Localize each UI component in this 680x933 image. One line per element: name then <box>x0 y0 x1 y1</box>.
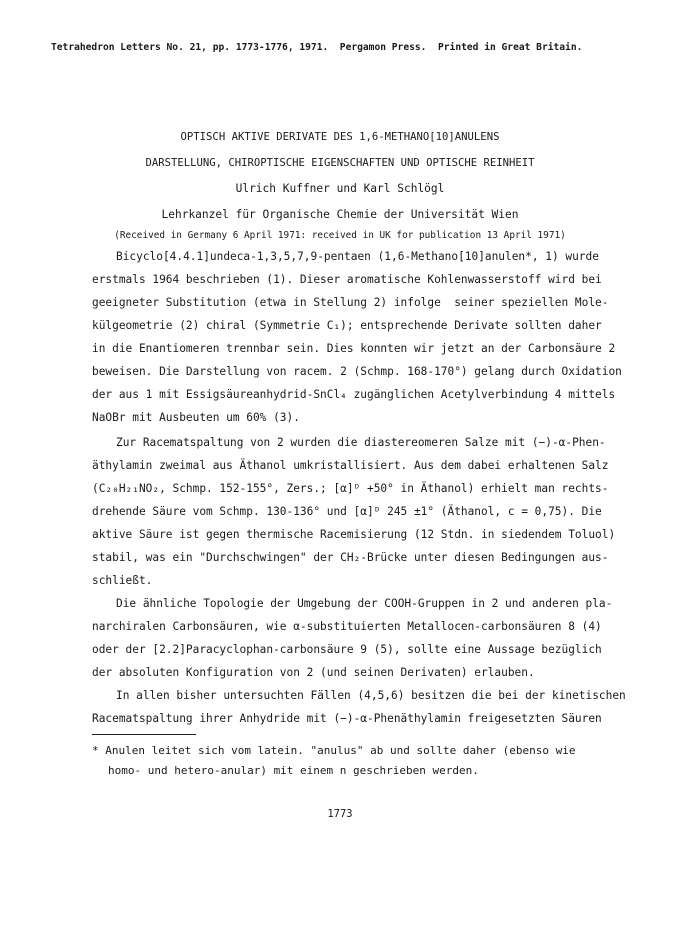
body-line: (C₂₀H₂₁NO₂, Schmp. 152-155°, Zers.; [α]ᴰ +50° in Äthanol) erhielt man rechts- <box>92 482 609 495</box>
body-line: narchiralen Carbonsäuren, wie α-substituierten Metallocen-carbonsäuren 8 (4) <box>92 620 602 633</box>
body-line: külgeometrie (2) chiral (Symmetrie C₁); entsprechende Derivate sollten daher <box>92 319 602 332</box>
body-line: schließt. <box>92 574 153 587</box>
body-line: NaOBr mit Ausbeuten um 60% (3). <box>92 411 300 424</box>
footnote-line-2: homo- und hetero-anular) mit einem n geschrieben werden. <box>108 764 479 777</box>
body-line: der absoluten Konfiguration von 2 (und seinen Derivaten) erlauben. <box>92 666 535 679</box>
body-line: geeigneter Substitution (etwa in Stellung 2) infolge seiner speziellen Mole- <box>92 296 609 309</box>
body-line: Bicyclo[4.4.1]undeca-1,3,5,7,9-pentaen (1,6-Methano[10]anulen*, 1) wurde <box>116 250 599 263</box>
body-line: oder der [2.2]Paracyclophan-carbonsäure 9 (5), sollte eine Aussage bezüglich <box>92 643 602 656</box>
received-dates: (Received in Germany 6 April 1971: received in UK for publication 13 April 1971) <box>114 230 566 241</box>
footnote-divider <box>92 734 196 735</box>
article-title-line-2: DARSTELLUNG, CHIROPTISCHE EIGENSCHAFTEN UND OPTISCHE REINHEIT <box>145 157 535 169</box>
body-line: der aus 1 mit Essigsäureanhydrid-SnCl₄ zugänglichen Acetylverbindung 4 mittels <box>92 388 616 401</box>
body-line: aktive Säure ist gegen thermische Racemisierung (12 Stdn. in siedendem Toluol) <box>92 528 616 541</box>
body-line: In allen bisher untersuchten Fällen (4,5,6) besitzen die bei der kinetischen <box>116 689 626 702</box>
body-line: drehende Säure vom Schmp. 130-136° und [α]ᴰ 245 ±1° (Äthanol, c = 0,75). Die <box>92 505 602 518</box>
page-number: 1773 <box>327 808 353 820</box>
footnote-line-1: * Anulen leitet sich vom latein. "anulus" ab und sollte daher (ebenso wie <box>92 744 576 757</box>
body-line: Racematspaltung ihrer Anhydride mit (−)-α-Phenäthylamin freigesetzten Säuren <box>92 712 602 725</box>
body-line: erstmals 1964 beschrieben (1). Dieser aromatische Kohlenwasserstoff wird bei <box>92 273 602 286</box>
body-line: Zur Racematspaltung von 2 wurden die diastereomeren Salze mit (−)-α-Phen- <box>116 436 606 449</box>
body-line: äthylamin zweimal aus Äthanol umkristallisiert. Aus dem dabei erhaltenen Salz <box>92 459 609 472</box>
body-line: beweisen. Die Darstellung von racem. 2 (Schmp. 168-170°) gelang durch Oxidation <box>92 365 622 378</box>
body-line: Die ähnliche Topologie der Umgebung der COOH-Gruppen in 2 und anderen pla- <box>116 597 613 610</box>
body-line: stabil, was ein "Durchschwingen" der CH₂-Brücke unter diesen Bedingungen aus- <box>92 551 609 564</box>
article-title-line-1: OPTISCH AKTIVE DERIVATE DES 1,6-METHANO[10]ANULENS <box>180 131 500 143</box>
authors: Ulrich Kuffner und Karl Schlögl <box>235 182 445 195</box>
body-line: in die Enantiomeren trennbar sein. Dies konnten wir jetzt an der Carbonsäure 2 <box>92 342 616 355</box>
journal-header: Tetrahedron Letters No. 21, pp. 1773-1776, 1971. Pergamon Press. Printed in Great Britain. <box>51 42 583 53</box>
affiliation: Lehrkanzel für Organische Chemie der Universität Wien <box>161 208 519 221</box>
